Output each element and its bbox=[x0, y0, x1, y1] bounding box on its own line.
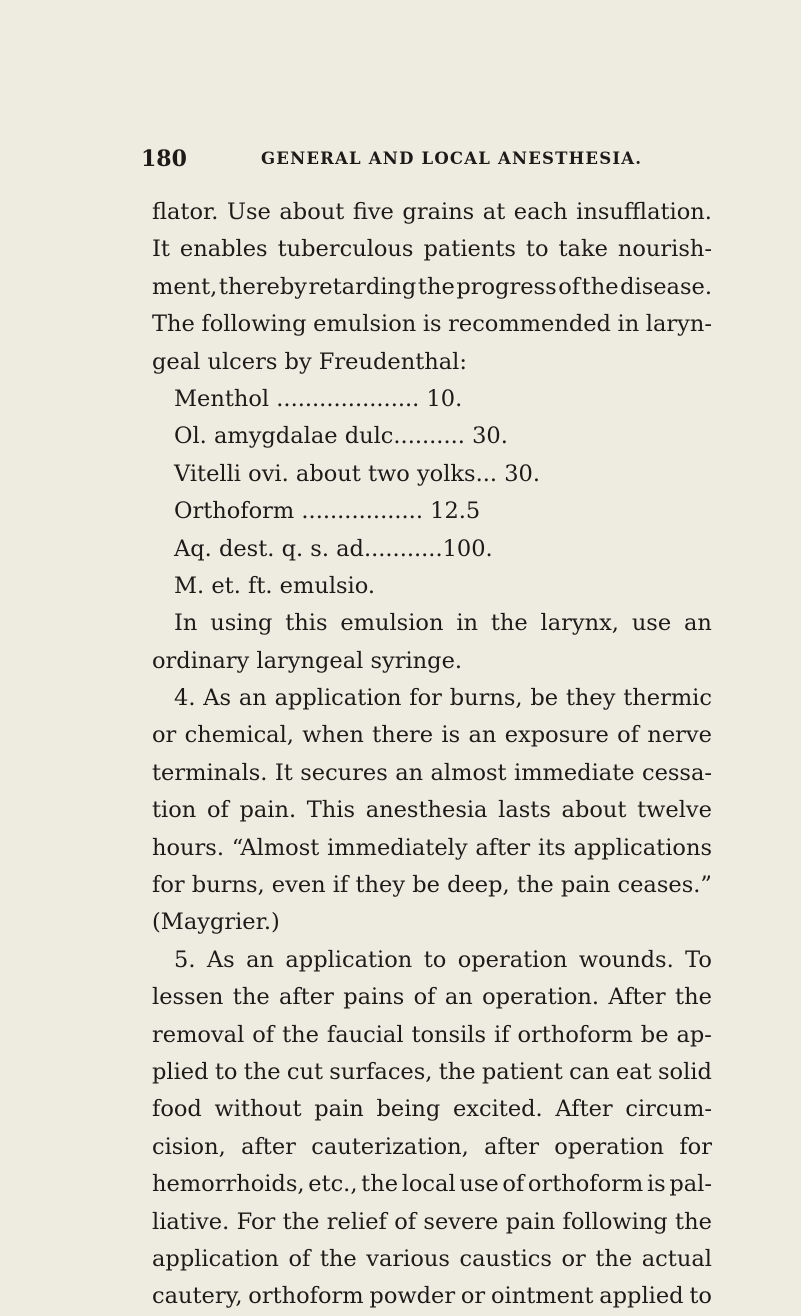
text-line: terminals. It secures an almost immediate cessa- bbox=[152, 759, 712, 786]
text-line: hemorrhoids, etc., the local use of orthoform is pal- bbox=[152, 1171, 712, 1198]
text-line: The following emulsion is recommended in laryn- bbox=[152, 311, 712, 338]
text-line: removal of the faucial tonsils if orthoform be ap- bbox=[152, 1021, 712, 1048]
text-line: application of the various caustics or the actual bbox=[152, 1245, 712, 1272]
text-line: for burns, even if they be deep, the pain ceases.” bbox=[152, 872, 712, 899]
text-line: ment, thereby retarding the progress of the disease. bbox=[152, 273, 712, 300]
text-line: lessen the after pains of an operation. After the bbox=[152, 984, 712, 1011]
text-line: flator. Use about five grains at each insufflation. bbox=[152, 199, 712, 225]
text-line: 4. As an application for burns, be they thermic bbox=[174, 685, 712, 712]
text-line: Ol. amygdalae dulc.......... 30. bbox=[174, 423, 508, 450]
text-line: food without pain being excited. After circum- bbox=[152, 1096, 712, 1123]
page-header bbox=[141, 146, 701, 170]
text-line: ordinary laryngeal syringe. bbox=[152, 647, 463, 674]
text-line: In using this emulsion in the larynx, use an bbox=[174, 610, 712, 637]
text-line: cautery, orthoform powder or ointment applied to bbox=[152, 1283, 712, 1310]
text-line: Vitelli ovi. about two yolks... 30. bbox=[174, 460, 540, 487]
text-line: Menthol .................... 10. bbox=[174, 385, 463, 412]
text-line: Orthoform ................. 12.5 bbox=[174, 498, 481, 525]
running-head: GENERAL AND LOCAL ANESTHESIA. bbox=[261, 149, 643, 168]
text-line: geal ulcers by Freudenthal: bbox=[152, 348, 467, 375]
body-text bbox=[152, 194, 712, 1316]
page-number: 180 bbox=[141, 146, 187, 172]
text-line: cision, after cauterization, after operation for bbox=[152, 1133, 712, 1160]
text-line: Aq. dest. q. s. ad...........100. bbox=[174, 535, 493, 562]
text-line: plied to the cut surfaces, the patient can eat solid bbox=[152, 1058, 712, 1085]
text-line: hours. “Almost immediately after its applications bbox=[152, 834, 712, 861]
text-line: (Maygrier.) bbox=[152, 909, 280, 936]
text-line: 5. As an application to operation wounds. To bbox=[174, 946, 712, 973]
text-line: It enables tuberculous patients to take nourish- bbox=[152, 236, 712, 263]
text-line: or chemical, when there is an exposure of nerve bbox=[152, 722, 712, 749]
text-line: tion of pain. This anesthesia lasts about twelve bbox=[152, 797, 712, 824]
text-line: M. et. ft. emulsio. bbox=[174, 572, 376, 599]
text-line: liative. For the relief of severe pain following the bbox=[152, 1208, 712, 1235]
